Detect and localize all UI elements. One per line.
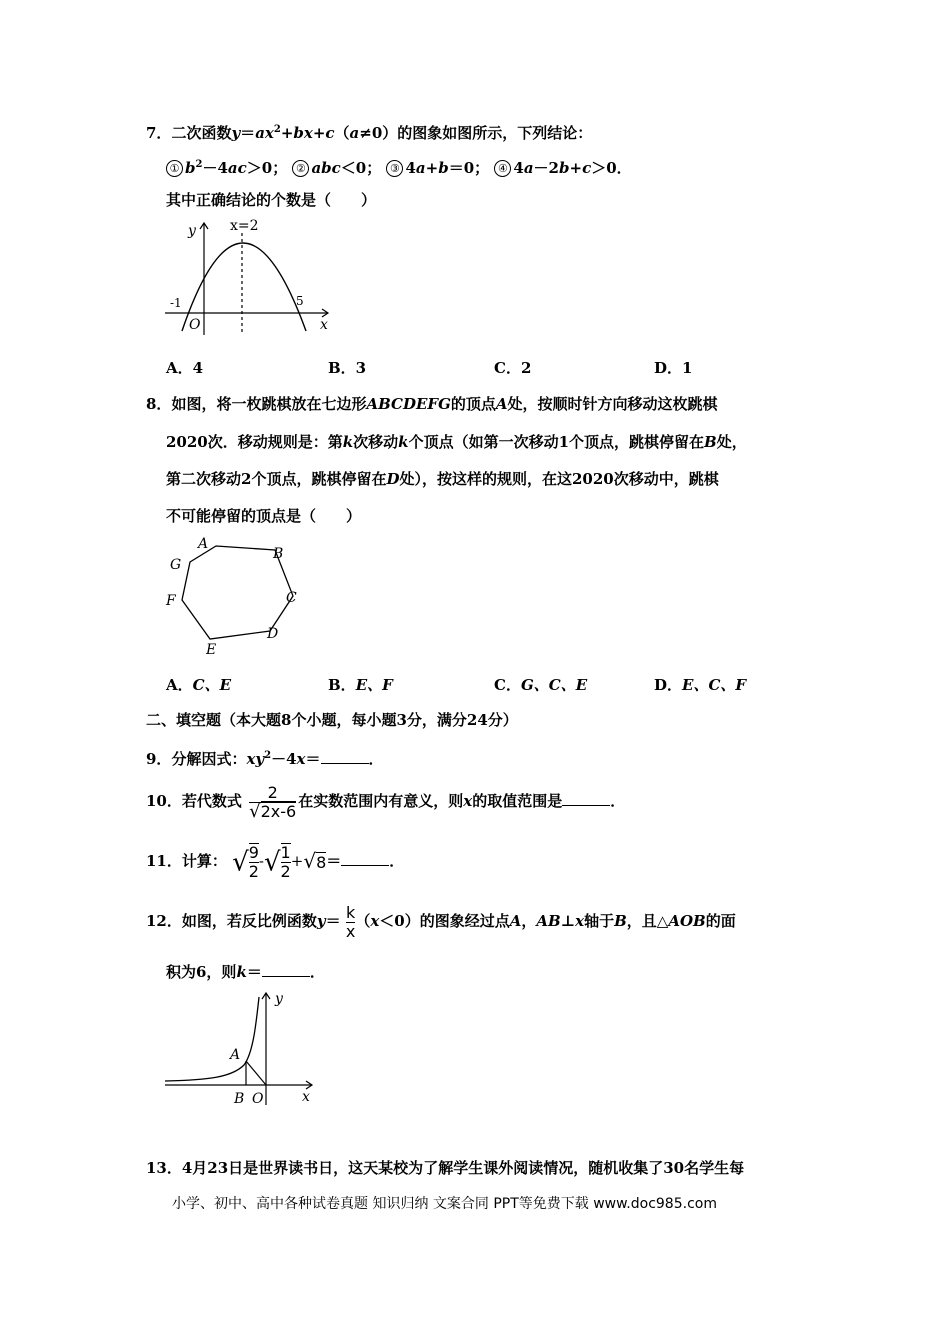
answer-blank xyxy=(562,791,610,806)
q7-option-b: B．3 xyxy=(328,359,367,377)
vertex-b: B xyxy=(273,546,284,562)
x-label: x xyxy=(320,317,328,333)
five-label: 5 xyxy=(296,294,304,308)
q10-fraction: $\frac{2}{√2x-6}$ xyxy=(249,782,297,822)
q11: 11．计算： √ $\frac{9}{2}$ -√ $\frac{1}{2}$ +√8＝ ． xyxy=(146,838,404,886)
q8-line3: 第二次移动2个顶点，跳棋停留在D处），按这样的规则，在这2020次移动中，跳棋 xyxy=(166,470,719,488)
q8-line4: 不可能停留的顶点是（ ） xyxy=(166,507,362,525)
q8-option-c: C．G、C、E xyxy=(494,676,588,694)
q7-parabola-graph xyxy=(160,215,340,340)
y-label: y xyxy=(275,991,283,1007)
origin-label: O xyxy=(189,317,201,333)
hyperbola-curve xyxy=(165,997,259,1081)
q7-stem: 7．二次函数$y=ax^2+bx+c(a\ne 0)$的图象如图所示，下列结论： xyxy=(146,124,593,142)
vertex-g: G xyxy=(170,557,182,573)
segment-ao xyxy=(246,1061,266,1085)
q8-line1: 8．如图，将一枚跳棋放在七边形ABCDEFG的顶点A处，按顺时针方向移动这枚跳棋 xyxy=(146,395,718,413)
q7-option-a: A．4 xyxy=(166,359,204,377)
x-label: x xyxy=(302,1089,310,1105)
q13: 13．4月23日是世界读书日，这天某校为了解学生课外阅读情况，随机收集了30名学生每 xyxy=(146,1159,745,1177)
q12-line2: 积为6，则k＝ ． xyxy=(166,963,325,981)
circled-2: ② xyxy=(292,160,309,177)
q8-option-a: A．C、E xyxy=(166,676,232,694)
vertex-d: D xyxy=(267,626,279,642)
q8-line2: 2020次．移动规则是：第k次移动k个顶点（如第一次移动1个顶点，跳棋停留在B处， xyxy=(166,433,747,451)
q12-hyperbola-graph xyxy=(160,985,330,1110)
q12-line1: 12．如图，若反比例函数y＝ $\frac{k}{x}$ （x＜0）的图象经过点A，AB⊥x轴于B，且△AOB的面 xyxy=(146,902,736,941)
q8-option-b: B．E、F xyxy=(328,676,393,694)
q10: 10．若代数式 $\frac{2}{√2x-6}$ 在实数范围内有意义，则x的取值范围是 ． xyxy=(146,782,626,822)
q7-question: 其中正确结论的个数是（ ） xyxy=(166,191,377,209)
circled-1: ① xyxy=(166,160,183,177)
vertex-c: C xyxy=(286,590,297,606)
sqrt-8: √8 xyxy=(303,849,327,873)
sqrt-1-over-2: √ $\frac{1}{2}$ xyxy=(263,843,291,882)
point-a-label: A xyxy=(230,1047,241,1063)
section-2-heading: 二、填空题（本大题8个小题，每小题3分，满分24分） xyxy=(146,711,518,729)
circled-4: ④ xyxy=(494,160,511,177)
sqrt-9-over-2: √ $\frac{9}{2}$ xyxy=(232,843,259,882)
vertex-e: E xyxy=(206,642,217,658)
point-b-label: B xyxy=(234,1091,245,1107)
neg-one-label: -1 xyxy=(170,296,182,310)
vertex-f: F xyxy=(166,593,176,609)
answer-blank xyxy=(321,749,369,764)
vertex-a: A xyxy=(198,536,209,552)
q7-option-d: D．1 xyxy=(654,359,693,377)
q7-statements: ① $b^2-4ac>0$； ② abc＜0； ③ 4a+b＝0； ④ 4a－2b+c＞0． xyxy=(166,155,632,178)
circled-3: ③ xyxy=(386,160,403,177)
q7-option-c: C．2 xyxy=(494,359,532,377)
q8-option-d: D．E、C、F xyxy=(654,676,747,694)
y-label: y xyxy=(188,223,196,239)
answer-blank xyxy=(262,962,310,977)
parabola-curve xyxy=(182,243,306,331)
symmetry-label: x=2 xyxy=(230,218,259,234)
origin-label: O xyxy=(252,1091,264,1107)
q12-fraction: $\frac{k}{x}$ xyxy=(345,902,356,941)
footer-ad[interactable]: 小学、初中、高中各种试卷真题 知识归纳 文案合同 PPT等免费下载 www.doc985.com xyxy=(172,1196,717,1212)
q8-heptagon xyxy=(160,532,320,662)
q9: 9．分解因式：$xy^2-4x=$ ． xyxy=(146,750,384,768)
answer-blank xyxy=(341,851,389,866)
